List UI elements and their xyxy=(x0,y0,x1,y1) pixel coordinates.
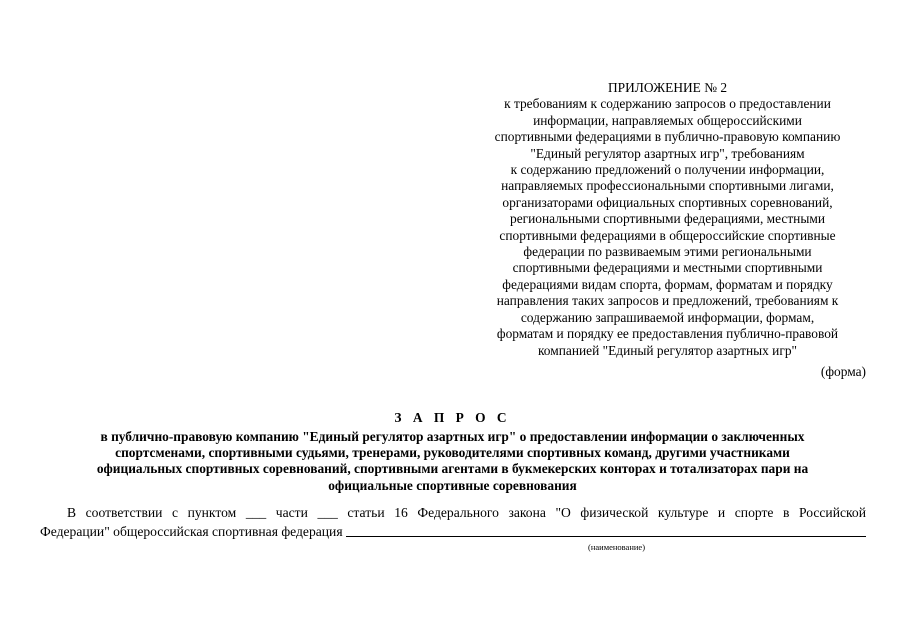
appendix-line: к требованиям к содержанию запросов о предоставлении xyxy=(504,96,831,112)
appendix-line: спортивными федерациями в публично-правовую компанию xyxy=(494,129,841,145)
request-body xyxy=(40,503,866,541)
form-note: (форма) xyxy=(820,364,866,379)
appendix-line: региональными спортивными федерациями, местными xyxy=(510,211,825,227)
request-subtitle-line: спортсменами, спортивными судьями, тренерами, руководителями спортивных команд, другими участниками xyxy=(115,445,790,461)
appendix-header xyxy=(465,80,870,359)
appendix-line: спортивными федерациями в общероссийские спортивные xyxy=(499,227,836,243)
appendix-line: федерации по развиваемым этими региональными xyxy=(523,244,812,260)
appendix-line: направляемых профессиональными спортивными лигами, xyxy=(501,178,834,194)
request-body-line-1: В соответствии с пунктом ___ части ___ статьи 16 Федерального закона "О физической культуре и спорте в Российской xyxy=(67,505,866,520)
fill-caption: (наименование) xyxy=(588,542,646,552)
request-subtitle-line: в публично-правовую компанию "Единый регулятор азартных игр" о предоставлении информации о заключенных xyxy=(100,429,805,444)
appendix-line: организаторами официальных спортивных соревнований, xyxy=(502,194,833,210)
request-title: З А П Р О С xyxy=(394,410,511,425)
request-body-line-2: Федерации" общероссийская спортивная федерация xyxy=(40,524,343,539)
federation-name-fill-line[interactable] xyxy=(346,535,866,537)
request-subtitle-line: официальных спортивных соревнований, спортивными агентами в букмекерских конторах и тотализаторах пари на xyxy=(96,461,809,477)
request-subtitle xyxy=(40,429,865,494)
appendix-line: содержанию запрашиваемой информации, формам, xyxy=(520,309,815,325)
appendix-heading: ПРИЛОЖЕНИЕ № 2 xyxy=(607,80,728,95)
request-body-row-2 xyxy=(40,522,866,541)
appendix-line: "Единый регулятор азартных игр", требованиям xyxy=(530,145,805,161)
appendix-line: к содержанию предложений о получении информации, xyxy=(510,162,825,178)
appendix-line: форматам и порядку ее предоставления публично-правовой xyxy=(496,326,839,342)
appendix-line: информации, направляемых общероссийскими xyxy=(533,112,802,128)
appendix-line: спортивными федерациями и местными спортивными xyxy=(512,260,823,276)
request-subtitle-line: официальные спортивные соревнования xyxy=(328,477,577,493)
appendix-line: федерациями видам спорта, формам, форматам и порядку xyxy=(502,276,833,292)
appendix-line: компанией "Единый регулятор азартных игр" xyxy=(537,342,797,358)
appendix-line: направления таких запросов и предложений, требованиям к xyxy=(496,293,839,309)
